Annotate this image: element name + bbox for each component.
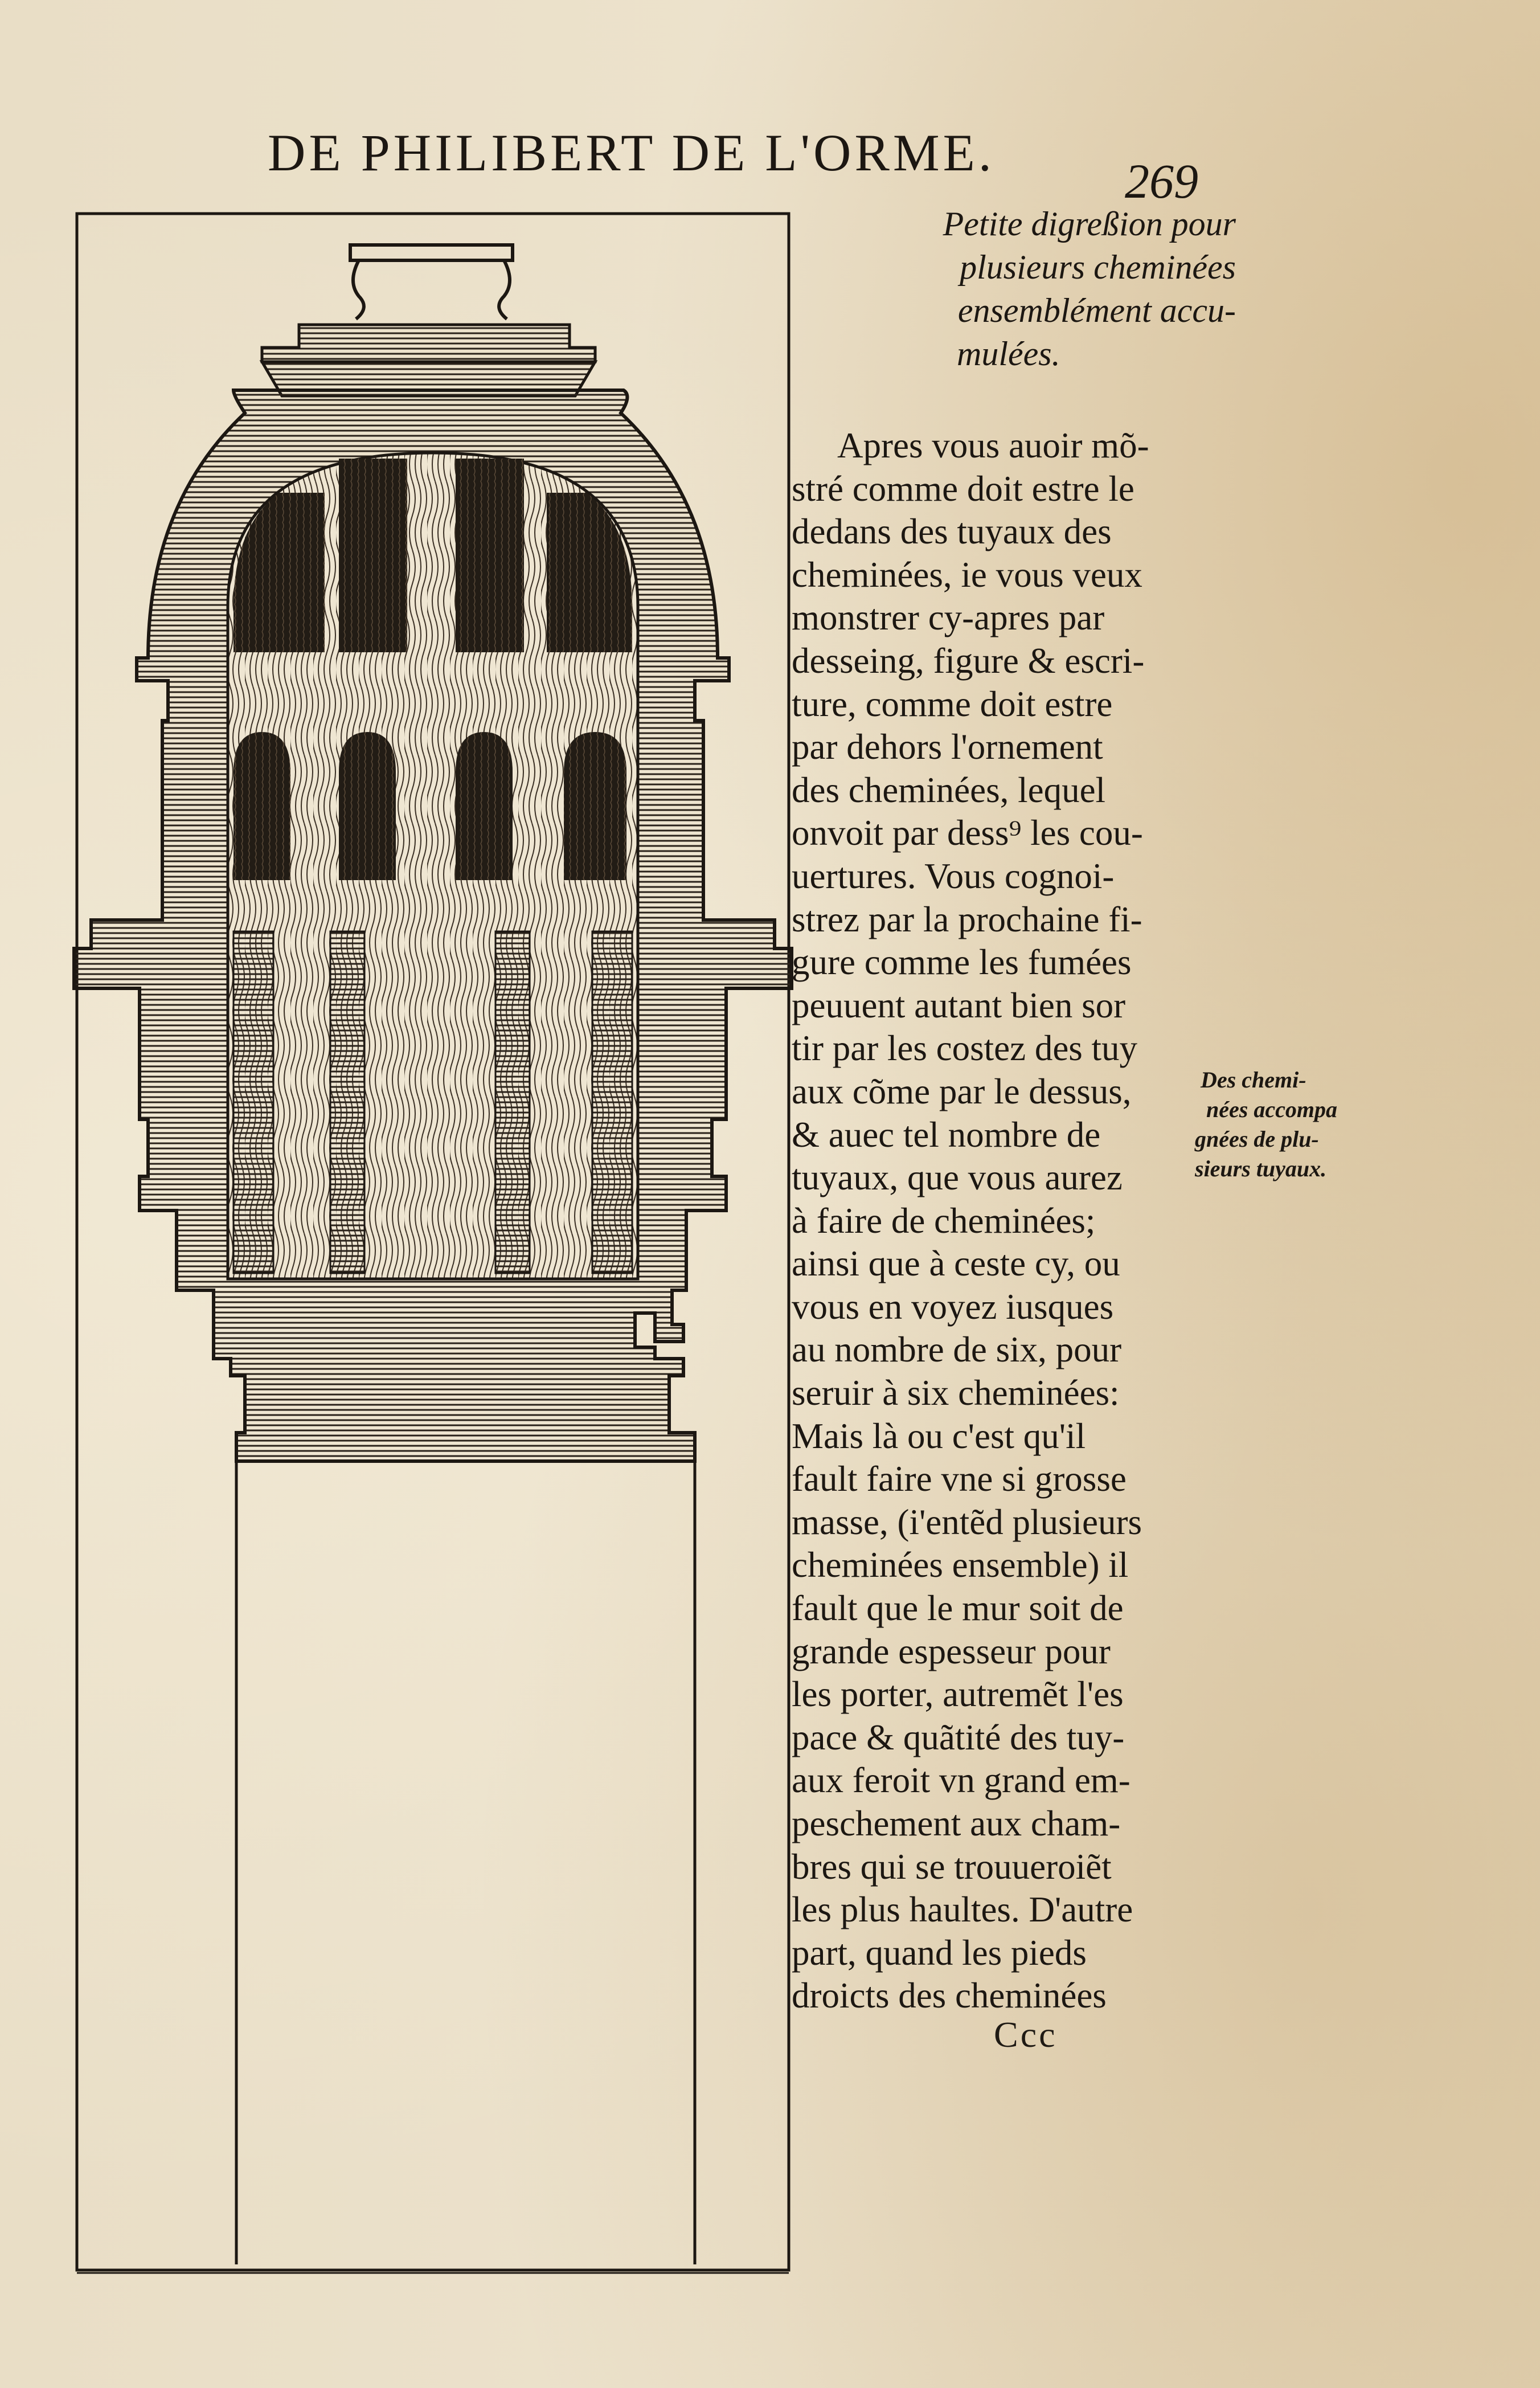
text-line: dedans des tuyaux des bbox=[792, 512, 1112, 552]
text-line: desseing, figure & escri- bbox=[792, 640, 1145, 681]
text-line: cheminées ensemble) il bbox=[792, 1545, 1129, 1585]
text-line: monstrer cy-apres par bbox=[792, 598, 1105, 638]
digression-line: plusieurs cheminées bbox=[960, 248, 1236, 286]
text-line: & auec tel nombre de bbox=[792, 1114, 1101, 1155]
marginal-line: Des chemi- bbox=[1201, 1067, 1306, 1093]
text-line: Mais là ou c'est qu'il bbox=[792, 1416, 1086, 1456]
text-line: uertures. Vous cognoi- bbox=[792, 856, 1115, 896]
chimney-woodcut-figure bbox=[63, 208, 803, 2281]
digression-line: mulées. bbox=[957, 335, 1060, 373]
text-line: peuuent autant bien sor bbox=[792, 985, 1126, 1025]
text-line: tuyaux, que vous aurez bbox=[792, 1158, 1123, 1198]
woodcut-chimney-icon bbox=[63, 208, 803, 2281]
text-line: gure comme les fumées bbox=[792, 942, 1132, 983]
marginal-line: gnées de plu- bbox=[1195, 1126, 1319, 1152]
text-line: ainsi que à ceste cy, ou bbox=[792, 1244, 1120, 1284]
text-line: droicts des cheminées bbox=[792, 1976, 1107, 2016]
text-line: strez par la prochaine fi- bbox=[792, 899, 1142, 939]
text-line: ture, comme doit estre bbox=[792, 684, 1113, 724]
text-line: à faire de cheminées; bbox=[792, 1200, 1096, 1241]
text-line: fault que le mur soit de bbox=[792, 1588, 1124, 1629]
body-text bbox=[792, 424, 1190, 2018]
text-line: peschement aux cham- bbox=[792, 1804, 1121, 1843]
signature-mark: Ccc bbox=[994, 2014, 1058, 2055]
text-line: part, quand les pieds bbox=[792, 1932, 1087, 1973]
text-line: grande espesseur pour bbox=[792, 1631, 1111, 1671]
digression-line: Petite digreßion pour bbox=[943, 205, 1236, 243]
text-line: stré comme doit estre le bbox=[792, 468, 1134, 509]
text-line: les porter, autremẽt l'es bbox=[792, 1674, 1124, 1715]
page-number: 269 bbox=[1125, 154, 1198, 208]
text-line: tir par les costez des tuy bbox=[792, 1028, 1138, 1069]
text-line: seruir à six cheminées: bbox=[792, 1373, 1120, 1413]
text-line: au nombre de six, pour bbox=[792, 1330, 1122, 1370]
marginal-line: nées accompa bbox=[1206, 1097, 1337, 1122]
text-line: masse, (i'entẽd plusieurs bbox=[792, 1502, 1142, 1542]
marginal-note bbox=[1195, 1065, 1343, 1184]
digression-line: ensemblément accu- bbox=[957, 292, 1236, 329]
text-line: aux feroit vn grand em- bbox=[792, 1760, 1131, 1801]
text-line: Apres vous auoir mõ- bbox=[837, 426, 1149, 465]
text-line: fault faire vne si grosse bbox=[792, 1459, 1127, 1499]
marginal-line: sieurs tuyaux. bbox=[1195, 1156, 1327, 1181]
text-line: pace & quãtité des tuy- bbox=[792, 1717, 1125, 1757]
text-line: par dehors l'ornement bbox=[792, 727, 1103, 767]
running-head: DE PHILIBERT DE L'ORME. bbox=[268, 124, 995, 182]
text-line: cheminées, ie vous veux bbox=[792, 554, 1142, 595]
text-line: bres qui se trouueroiẽt bbox=[792, 1846, 1112, 1887]
digression-heading bbox=[871, 202, 1236, 375]
text-line: aux cõme par le dessus, bbox=[792, 1071, 1132, 1111]
text-line: vous en voyez iusques bbox=[792, 1286, 1114, 1327]
text-line: des cheminées, lequel bbox=[792, 770, 1106, 810]
text-line: onvoit par dess⁹ les cou- bbox=[792, 813, 1143, 853]
text-line: les plus haultes. D'autre bbox=[792, 1890, 1133, 1930]
